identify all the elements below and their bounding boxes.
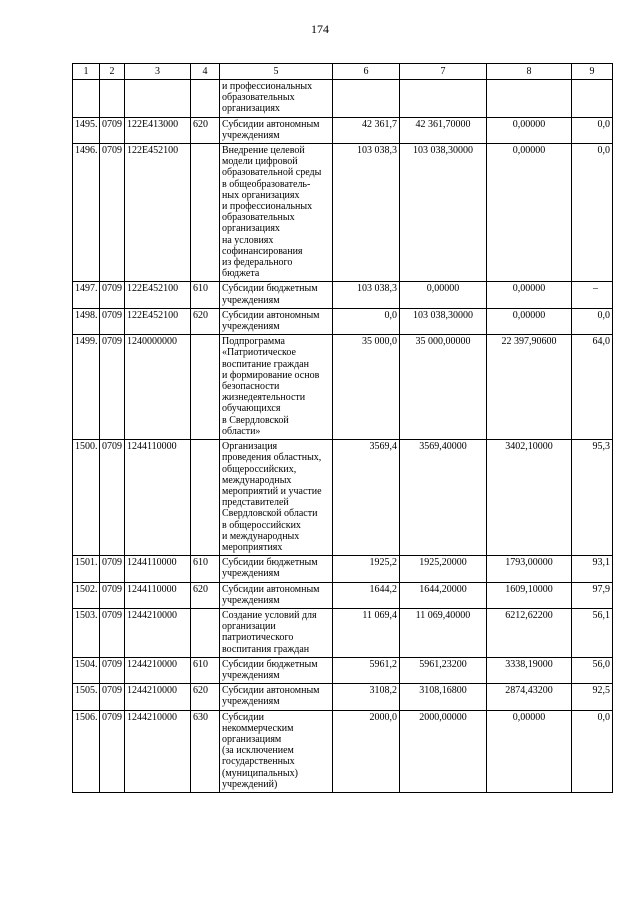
item-name: Субсидии автономным учреждениям	[220, 117, 333, 143]
updated-amount	[400, 80, 487, 118]
column-header: 3	[125, 64, 191, 80]
item-name: Субсидии бюджетным учреждениям	[220, 282, 333, 308]
column-header: 4	[191, 64, 220, 80]
table-row	[73, 282, 613, 308]
approved-amount: 42 361,7	[333, 117, 400, 143]
approved-amount: 5961,2	[333, 657, 400, 683]
column-header: 6	[333, 64, 400, 80]
column-header: 9	[572, 64, 613, 80]
section-code: 0709	[100, 657, 125, 683]
section-code: 0709	[100, 608, 125, 657]
expense-type-code	[191, 608, 220, 657]
approved-amount	[333, 80, 400, 118]
executed-amount: 22 397,90600	[487, 335, 572, 440]
target-article-code: 1244110000	[125, 582, 191, 608]
item-name: Субсидии бюджетным учреждениям	[220, 556, 333, 582]
expense-type-code: 630	[191, 710, 220, 792]
updated-amount: 3569,40000	[400, 440, 487, 556]
executed-amount: 0,00000	[487, 308, 572, 334]
budget-table	[72, 63, 613, 793]
updated-amount: 2000,00000	[400, 710, 487, 792]
executed-amount: 0,00000	[487, 144, 572, 282]
execution-percent: 93,1	[572, 556, 613, 582]
approved-amount: 3569,4	[333, 440, 400, 556]
approved-amount: 2000,0	[333, 710, 400, 792]
section-code: 0709	[100, 117, 125, 143]
expense-type-code	[191, 440, 220, 556]
execution-percent: 56,0	[572, 657, 613, 683]
execution-percent: 97,9	[572, 582, 613, 608]
table-row	[73, 582, 613, 608]
updated-amount: 35 000,00000	[400, 335, 487, 440]
item-name: Субсидии автономным учреждениям	[220, 684, 333, 710]
execution-percent: 92,5	[572, 684, 613, 710]
table-row	[73, 308, 613, 334]
execution-percent: 64,0	[572, 335, 613, 440]
updated-amount: 11 069,40000	[400, 608, 487, 657]
target-article-code	[125, 80, 191, 118]
expense-type-code: 610	[191, 556, 220, 582]
expense-type-code	[191, 335, 220, 440]
column-header: 8	[487, 64, 572, 80]
column-header: 5	[220, 64, 333, 80]
row-number: 1505.	[73, 684, 100, 710]
table-row	[73, 144, 613, 282]
item-name: Подпрограмма «Патриотическое воспитание граждан и формирование основ безопасности жизнедеятельности обучающихся в Свердловской области»	[220, 335, 333, 440]
expense-type-code: 620	[191, 117, 220, 143]
header-row	[73, 64, 613, 80]
execution-percent: 0,0	[572, 710, 613, 792]
executed-amount	[487, 80, 572, 118]
updated-amount: 103 038,30000	[400, 144, 487, 282]
table-row	[73, 657, 613, 683]
updated-amount: 3108,16800	[400, 684, 487, 710]
row-number: 1501.	[73, 556, 100, 582]
target-article-code: 1244210000	[125, 710, 191, 792]
expense-type-code	[191, 80, 220, 118]
row-number: 1496.	[73, 144, 100, 282]
table-row	[73, 710, 613, 792]
item-name: Субсидии некоммерческим организациям (за исключением государственных (муниципальных) учреждений)	[220, 710, 333, 792]
row-number: 1504.	[73, 657, 100, 683]
target-article-code: 122E413000	[125, 117, 191, 143]
approved-amount: 103 038,3	[333, 282, 400, 308]
expense-type-code: 610	[191, 657, 220, 683]
section-code: 0709	[100, 582, 125, 608]
section-code: 0709	[100, 440, 125, 556]
section-code: 0709	[100, 684, 125, 710]
item-name: Организация проведения областных, общероссийских, международных мероприятий и участие представителей Свердловской области в общероссийских и международных мероприятиях	[220, 440, 333, 556]
row-number: 1498.	[73, 308, 100, 334]
section-code: 0709	[100, 308, 125, 334]
item-name: Субсидии автономным учреждениям	[220, 308, 333, 334]
approved-amount: 0,0	[333, 308, 400, 334]
table-row	[73, 80, 613, 118]
item-name: Внедрение целевой модели цифровой образовательной среды в общеобразователь- ных организациях и профессиональных образовательных организациях на условиях софинансирования из федерального бюджета	[220, 144, 333, 282]
executed-amount: 1609,10000	[487, 582, 572, 608]
table-row	[73, 684, 613, 710]
updated-amount: 1644,20000	[400, 582, 487, 608]
executed-amount: 0,00000	[487, 282, 572, 308]
approved-amount: 11 069,4	[333, 608, 400, 657]
item-name: Субсидии автономным учреждениям	[220, 582, 333, 608]
column-header: 2	[100, 64, 125, 80]
updated-amount: 42 361,70000	[400, 117, 487, 143]
row-number: 1497.	[73, 282, 100, 308]
target-article-code: 122E452100	[125, 308, 191, 334]
item-name: Создание условий для организации патриотического воспитания граждан	[220, 608, 333, 657]
page-number: 174	[311, 22, 329, 36]
section-code: 0709	[100, 710, 125, 792]
section-code: 0709	[100, 335, 125, 440]
item-name: и профессиональных образовательных организациях	[220, 80, 333, 118]
target-article-code: 122E452100	[125, 144, 191, 282]
table-row	[73, 440, 613, 556]
approved-amount: 103 038,3	[333, 144, 400, 282]
updated-amount: 0,00000	[400, 282, 487, 308]
executed-amount: 0,00000	[487, 710, 572, 792]
row-number	[73, 80, 100, 118]
table-row	[73, 335, 613, 440]
execution-percent: 95,3	[572, 440, 613, 556]
executed-amount: 1793,00000	[487, 556, 572, 582]
updated-amount: 103 038,30000	[400, 308, 487, 334]
approved-amount: 3108,2	[333, 684, 400, 710]
table-row	[73, 117, 613, 143]
row-number: 1506.	[73, 710, 100, 792]
row-number: 1499.	[73, 335, 100, 440]
updated-amount: 5961,23200	[400, 657, 487, 683]
table-row	[73, 556, 613, 582]
executed-amount: 3402,10000	[487, 440, 572, 556]
target-article-code: 1244210000	[125, 608, 191, 657]
approved-amount: 1644,2	[333, 582, 400, 608]
target-article-code: 1244110000	[125, 440, 191, 556]
execution-percent: 0,0	[572, 308, 613, 334]
target-article-code: 1244210000	[125, 657, 191, 683]
section-code: 0709	[100, 282, 125, 308]
row-number: 1502.	[73, 582, 100, 608]
column-header: 7	[400, 64, 487, 80]
target-article-code: 1244210000	[125, 684, 191, 710]
row-number: 1503.	[73, 608, 100, 657]
expense-type-code	[191, 144, 220, 282]
executed-amount: 2874,43200	[487, 684, 572, 710]
approved-amount: 35 000,0	[333, 335, 400, 440]
approved-amount: 1925,2	[333, 556, 400, 582]
execution-percent: 56,1	[572, 608, 613, 657]
executed-amount: 6212,62200	[487, 608, 572, 657]
section-code: 0709	[100, 144, 125, 282]
execution-percent	[572, 80, 613, 118]
execution-percent: 0,0	[572, 144, 613, 282]
expense-type-code: 620	[191, 684, 220, 710]
target-article-code: 122E452100	[125, 282, 191, 308]
target-article-code: 1244110000	[125, 556, 191, 582]
execution-percent: –	[572, 282, 613, 308]
expense-type-code: 620	[191, 308, 220, 334]
row-number: 1500.	[73, 440, 100, 556]
expense-type-code: 610	[191, 282, 220, 308]
executed-amount: 0,00000	[487, 117, 572, 143]
executed-amount: 3338,19000	[487, 657, 572, 683]
updated-amount: 1925,20000	[400, 556, 487, 582]
target-article-code: 1240000000	[125, 335, 191, 440]
section-code	[100, 80, 125, 118]
section-code: 0709	[100, 556, 125, 582]
expense-type-code: 620	[191, 582, 220, 608]
table-row	[73, 608, 613, 657]
execution-percent: 0,0	[572, 117, 613, 143]
item-name: Субсидии бюджетным учреждениям	[220, 657, 333, 683]
column-header: 1	[73, 64, 100, 80]
row-number: 1495.	[73, 117, 100, 143]
